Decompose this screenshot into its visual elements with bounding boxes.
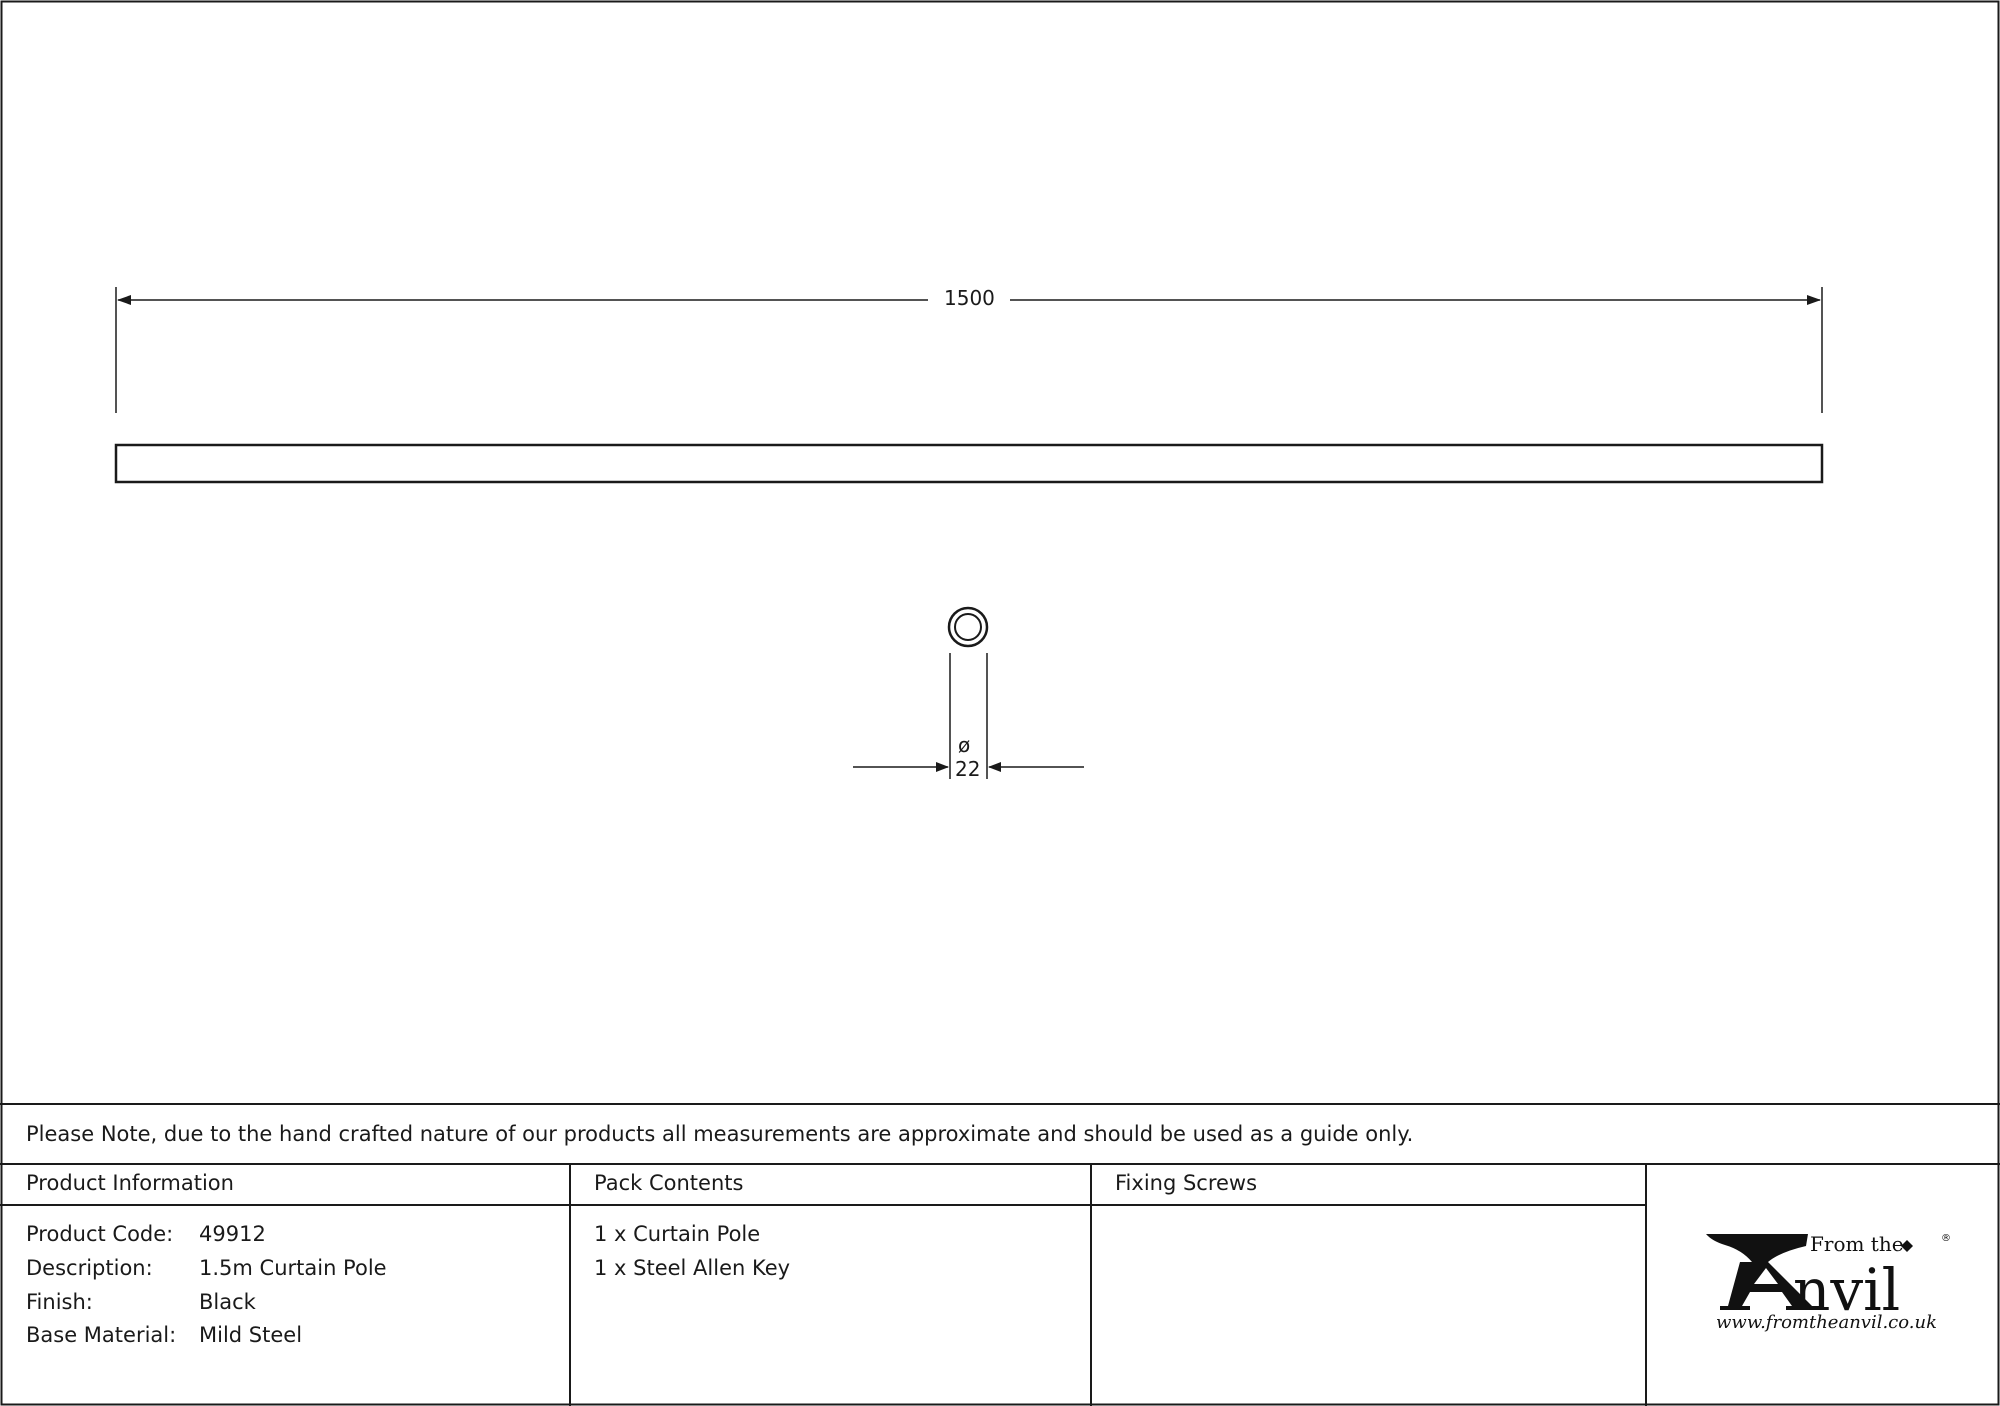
pack-item: 1 x Curtain Pole xyxy=(594,1222,761,1246)
diameter-arrow-left xyxy=(936,762,949,772)
logo-name-text: nvil xyxy=(1793,1256,1901,1324)
pack-contents-heading: Pack Contents xyxy=(594,1171,744,1195)
diameter-arrow-right xyxy=(988,762,1001,772)
description-label: Description: xyxy=(26,1256,153,1280)
pole-side-view xyxy=(116,445,1822,482)
diameter-value: 22 xyxy=(955,757,981,781)
product-code-value: 49912 xyxy=(199,1222,266,1246)
sheet-border xyxy=(2,2,1999,1405)
fixing-screws-heading: Fixing Screws xyxy=(1115,1171,1258,1195)
base-material-label: Base Material: xyxy=(26,1323,177,1347)
accuracy-note: Please Note, due to the hand crafted nature of our products all measurements are approximate and should be used as a guide only. xyxy=(26,1122,1414,1146)
pack-item: 1 x Steel Allen Key xyxy=(594,1256,791,1280)
base-material-value: Mild Steel xyxy=(199,1323,303,1347)
diameter-symbol: ø xyxy=(958,733,971,757)
registered-mark-icon: ® xyxy=(1941,1233,1951,1244)
logo-from-the: From the xyxy=(1810,1232,1904,1256)
length-dimension-label: 1500 xyxy=(944,286,995,310)
description-value: 1.5m Curtain Pole xyxy=(199,1256,387,1280)
logo-url: www.fromtheanvil.co.uk xyxy=(1716,1312,1938,1333)
length-arrow-left xyxy=(117,295,131,305)
product-code-label: Product Code: xyxy=(26,1222,174,1246)
finish-value: Black xyxy=(199,1290,256,1314)
product-info-heading: Product Information xyxy=(26,1171,234,1195)
length-arrow-right xyxy=(1807,295,1821,305)
finish-label: Finish: xyxy=(26,1290,93,1314)
pole-end-inner xyxy=(955,614,981,640)
